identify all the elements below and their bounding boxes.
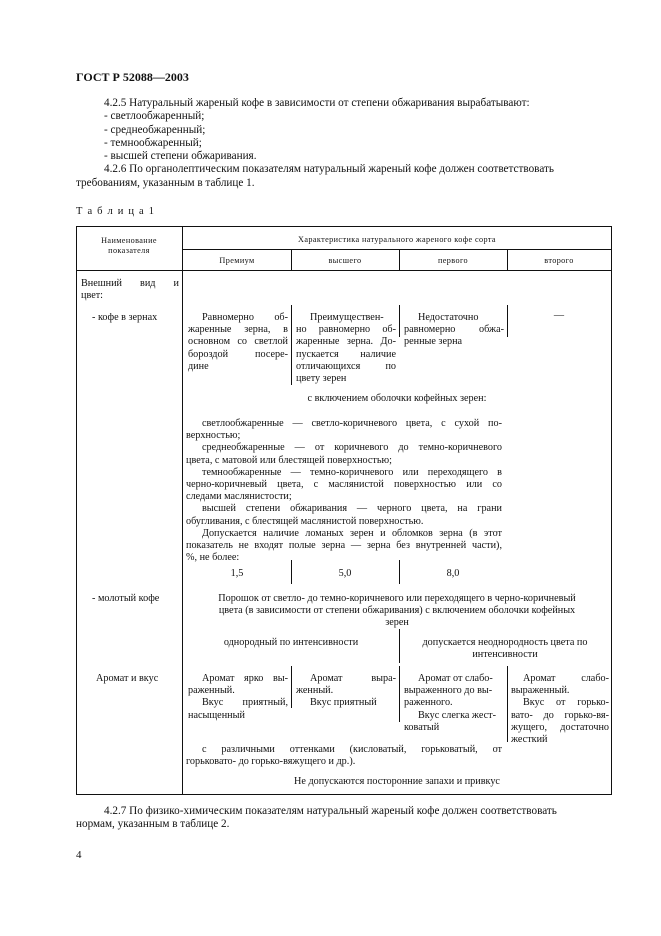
appearance-label-line: Внешний вид и	[81, 278, 179, 289]
cell-line: верхностью;	[186, 430, 241, 442]
beans-highest	[296, 312, 396, 385]
header-grade-premium: Премиум	[219, 256, 255, 265]
color-uniform: однородный по интенсивности	[223, 637, 359, 648]
cell-line: среднеобжаренные — от коричневого до темно-коричневого	[202, 442, 502, 454]
cell-line: интенсивности	[472, 649, 538, 661]
paragraph-4-2-5: 4.2.5 Натуральный жареный кофе в зависимости от степени обжаривания вырабатывают:	[104, 97, 530, 109]
beans-label: - кофе в зернах	[92, 312, 158, 323]
cell-line: горьковато- до горько-вяжущего и др.).	[186, 756, 356, 768]
cell-line: высшей степени обжаривания — черного цвета, на грани	[202, 503, 502, 515]
paragraph-4-2-7-cont: нормам, указанным в таблице 2.	[76, 818, 230, 831]
cell-line: жущего, достаточно	[511, 721, 609, 733]
page-number: 4	[76, 849, 82, 861]
cell-line: Порошок от светло- до темно-коричневого или переходящего в черно-коричневый	[218, 593, 576, 604]
header-grade-second: второго	[544, 256, 574, 265]
cell-line: допускается неоднородность цвета по	[422, 637, 588, 648]
beans-second: —	[553, 310, 565, 321]
cell-line: раженный.	[188, 685, 235, 697]
ground-label: - молотый кофе	[92, 593, 160, 604]
cell-line: Вкус приятный	[310, 697, 377, 709]
table-rule	[182, 249, 612, 250]
cell-line: обугливания, с блестящей маслянистой поверхностью.	[186, 515, 424, 527]
cell-line: выраженного до вы-	[404, 685, 493, 697]
cell-line: цвету зерен	[296, 373, 347, 385]
cell-line: раженного.	[404, 697, 453, 709]
cell-line: равномерно обжа-	[404, 324, 504, 336]
cell-line: цвета, с матовой или блестящей поверхностью;	[186, 454, 392, 466]
table-column-divider	[399, 629, 400, 663]
cell-line: светлообжаренные — светло-коричневого цвета, с сухой по-	[202, 418, 502, 429]
roast-descriptions	[186, 418, 502, 564]
aroma-first	[404, 673, 504, 734]
cell-line: жаренные зерна. До-	[296, 336, 396, 348]
table-border-top	[76, 226, 612, 227]
aroma-label: Аромат и вкус	[96, 673, 159, 684]
beans-premium	[188, 312, 288, 373]
header-grade-first: первого	[437, 256, 469, 265]
ground-description	[186, 593, 608, 630]
aroma-premium	[188, 673, 288, 722]
cell-line: Недостаточно	[418, 312, 479, 323]
table-column-divider	[399, 666, 400, 722]
table-column-divider	[291, 666, 292, 708]
cell-line: насыщенный	[188, 709, 245, 721]
cell-line: вато- до горько-вя-	[511, 709, 609, 721]
intro-section	[76, 97, 620, 190]
paragraph-4-2-6: 4.2.6 По органолептическим показателям натуральный жареный кофе должен соответствовать	[104, 163, 554, 176]
appearance-label	[81, 278, 179, 302]
cell-line: бороздой посере-	[188, 348, 288, 360]
header-indicator-line: показателя	[108, 246, 150, 255]
cell-line: Равномерно об-	[202, 312, 288, 323]
cell-line: зерен	[385, 617, 409, 629]
cell-line: жаренные зерна, в	[188, 324, 288, 336]
table-border-right	[611, 226, 612, 795]
aroma-shades	[186, 744, 502, 768]
cell-line: жесткий	[511, 734, 548, 746]
cell-line: черно-коричневый цвета, с маслянистой поверхностью или со	[186, 479, 502, 491]
paragraph-4-2-7: 4.2.7 По физико-химическим показателям натуральный жареный кофе должен соответствовать	[104, 805, 557, 817]
cell-line: Вкус от горько-	[523, 697, 609, 709]
outro-section	[76, 805, 620, 832]
document-header: ГОСТ Р 52088—2003	[76, 70, 189, 84]
cell-line: ренные зерна	[404, 336, 463, 348]
broken-first: 8,0	[446, 568, 460, 579]
cell-line: Аромат от слабо-	[418, 673, 493, 684]
table-border-left	[76, 226, 77, 795]
cell-line: отличающихся по	[296, 360, 396, 372]
cell-line: Аромат слабо-	[523, 673, 609, 684]
cell-line: %, не более:	[186, 552, 240, 564]
no-foreign-odor: Не допускаются посторонние запахи и привкус	[294, 776, 500, 787]
cell-line: показатель не входят полые зерна — зерна без внутренней части),	[186, 540, 502, 552]
cell-line: коватый	[404, 721, 440, 733]
shell-inclusion: с включением оболочки кофейных зерен:	[307, 393, 487, 404]
table-header-bottom	[76, 270, 612, 271]
broken-highest: 5,0	[338, 568, 352, 579]
cell-line: женный.	[296, 685, 334, 697]
aroma-second	[511, 673, 609, 746]
list-item: - высшей степени обжаривания.	[104, 150, 257, 163]
cell-line: но равномерно об-	[296, 324, 396, 336]
cell-line: Аромат ярко вы-	[202, 673, 288, 684]
table-column-divider	[291, 305, 292, 385]
header-indicator	[78, 236, 180, 256]
header-grade-highest: высшего	[328, 256, 362, 265]
cell-line: с различными оттенками (кисловатый, горьковатый, от	[202, 744, 502, 755]
list-item: - светлообжаренный;	[104, 110, 205, 123]
cell-line: Вкус приятный,	[202, 697, 288, 709]
broken-premium: 1,5	[230, 568, 244, 579]
table-column-divider	[399, 305, 400, 337]
cell-line: следами маслянистости;	[186, 491, 292, 503]
cell-line: дине	[188, 360, 209, 372]
cell-line: Вкус слегка жест-	[418, 709, 496, 721]
table-caption: Т а б л и ц а 1	[76, 206, 156, 217]
cell-line: пускается наличие	[296, 348, 396, 360]
cell-line: темнообжаренные — темно-коричневого или переходящего в	[202, 466, 502, 478]
paragraph-4-2-6-cont: требованиям, указанным в таблице 1.	[76, 176, 255, 189]
header-indicator-line: Наименование	[101, 236, 157, 245]
header-grade-group: Характеристика натурального жареного кофе сорта	[298, 235, 496, 244]
cell-line: Преимуществен-	[310, 312, 384, 323]
table-column-divider	[182, 226, 183, 795]
cell-line: основном со светлой	[188, 336, 288, 348]
table-border-bottom	[76, 794, 612, 795]
appearance-label-line: цвет:	[81, 290, 104, 302]
cell-line: Аромат выра-	[310, 673, 396, 684]
aroma-highest	[296, 673, 396, 710]
cell-line: цвета (в зависимости от степени обжаривания) с включением оболочки кофейных	[218, 605, 576, 617]
list-item: - среднеобжаренный;	[104, 123, 206, 136]
color-nonuniform	[402, 637, 608, 661]
cell-line: Допускается наличие ломаных зерен и обломков зерна (в этот	[202, 527, 502, 539]
table-column-divider	[507, 666, 508, 742]
beans-first	[404, 312, 504, 349]
cell-line: выраженный.	[511, 685, 570, 697]
list-item: - темнообжаренный;	[104, 136, 202, 149]
